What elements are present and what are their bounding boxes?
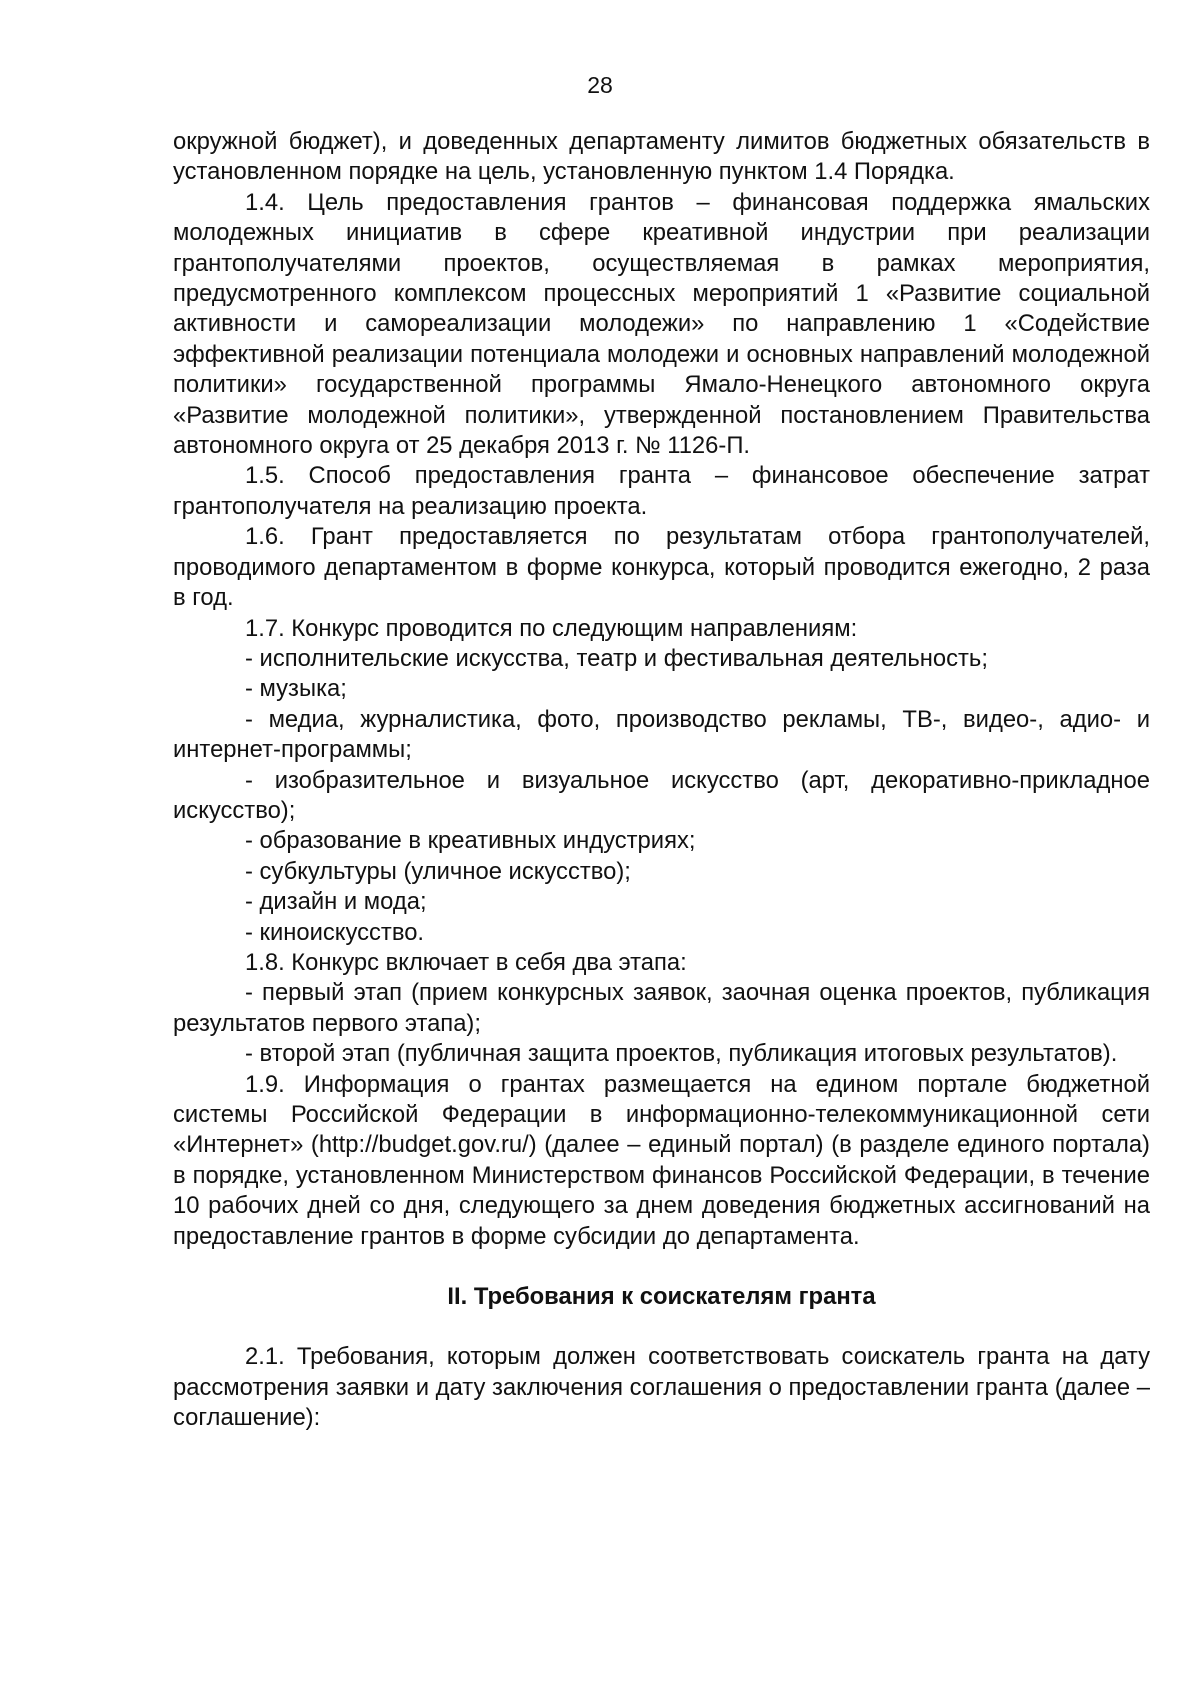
paragraph-continuation: окружной бюджет), и доведенных департаменту лимитов бюджетных обязательств в установленном порядке на цель, установленную пунктом 1.4 Порядка. [173, 128, 1150, 186]
list-item-design: - дизайн и мода; [245, 888, 427, 916]
paragraph-1-8: 1.8. Конкурс включает в себя два этапа: [245, 948, 687, 976]
list-item-second-stage: - второй этап (публичная защита проектов, публикация итоговых результатов). [245, 1040, 1118, 1068]
paragraph-1-7: 1.7. Конкурс проводится по следующим направлениям: [245, 614, 858, 642]
list-item-subcultures: - субкультуры (уличное искусство); [245, 857, 631, 885]
paragraph-1-5: 1.5. Способ предоставления гранта – финансовое обеспечение затрат грантополучателя на реализацию проекта. [173, 462, 1150, 520]
list-item-performing-arts: - исполнительские искусства, театр и фестивальная деятельность; [245, 644, 988, 672]
section-heading: II. Требования к соискателям гранта [447, 1283, 876, 1311]
list-item-cinema: - киноискусство. [245, 918, 425, 946]
list-item-first-stage: - первый этап (прием конкурсных заявок, заочная оценка проектов, публикация результатов первого этапа); [173, 979, 1150, 1037]
document-body [173, 127, 1150, 1434]
list-item-visual-arts: - изобразительное и визуальное искусство (арт, декоративно-прикладное искусство); [173, 766, 1150, 824]
paragraph-1-4: 1.4. Цель предоставления грантов – финансовая поддержка ямальских молодежных инициатив в сфере креативной индустрии при реализации грантополучателями проектов, осуществляемая в рамках мероприятия, предусмотренного комплексом процессных мероприятий 1 «Развитие социальной активности и самореализации молодежи» по направлению 1 «Содействие эффективной реализации потенциала молодежи и основных направлений молодежной политики» государственной программы Ямало-Ненецкого автономного округа «Развитие молодежной политики», утвержденной постановлением Правительства автономного округа от 25 декабря 2013 г. № 1126-П. [173, 188, 1150, 460]
paragraph-2-1: 2.1. Требования, которым должен соответствовать соискатель гранта на дату рассмотрения заявки и дату заключения соглашения о предоставлении гранта (далее – соглашение): [173, 1343, 1150, 1432]
list-item-music: - музыка; [245, 675, 347, 703]
page-number: 28 [587, 72, 613, 98]
list-item-media: - медиа, журналистика, фото, производство рекламы, ТВ-, видео-, адио- и интернет-программы; [173, 705, 1150, 764]
paragraph-1-9: 1.9. Информация о грантах размещается на едином портале бюджетной системы Российской Федерации в информационно-телекоммуникационной сети «Интернет» (http://budget.gov.ru/) (далее – единый портал) (в разделе единого портала) в порядке, установленном Министерством финансов Российской Федерации, в течение 10 рабочих дней со дня, следующего за днем доведения бюджетных ассигнований на предоставление грантов в форме субсидии до департамента. [173, 1070, 1150, 1250]
list-item-education: - образование в креативных индустриях; [245, 827, 696, 855]
paragraph-1-6: 1.6. Грант предоставляется по результатам отбора грантополучателей, проводимого департаментом в форме конкурса, который проводится ежегодно, 2 раза в год. [173, 523, 1150, 612]
